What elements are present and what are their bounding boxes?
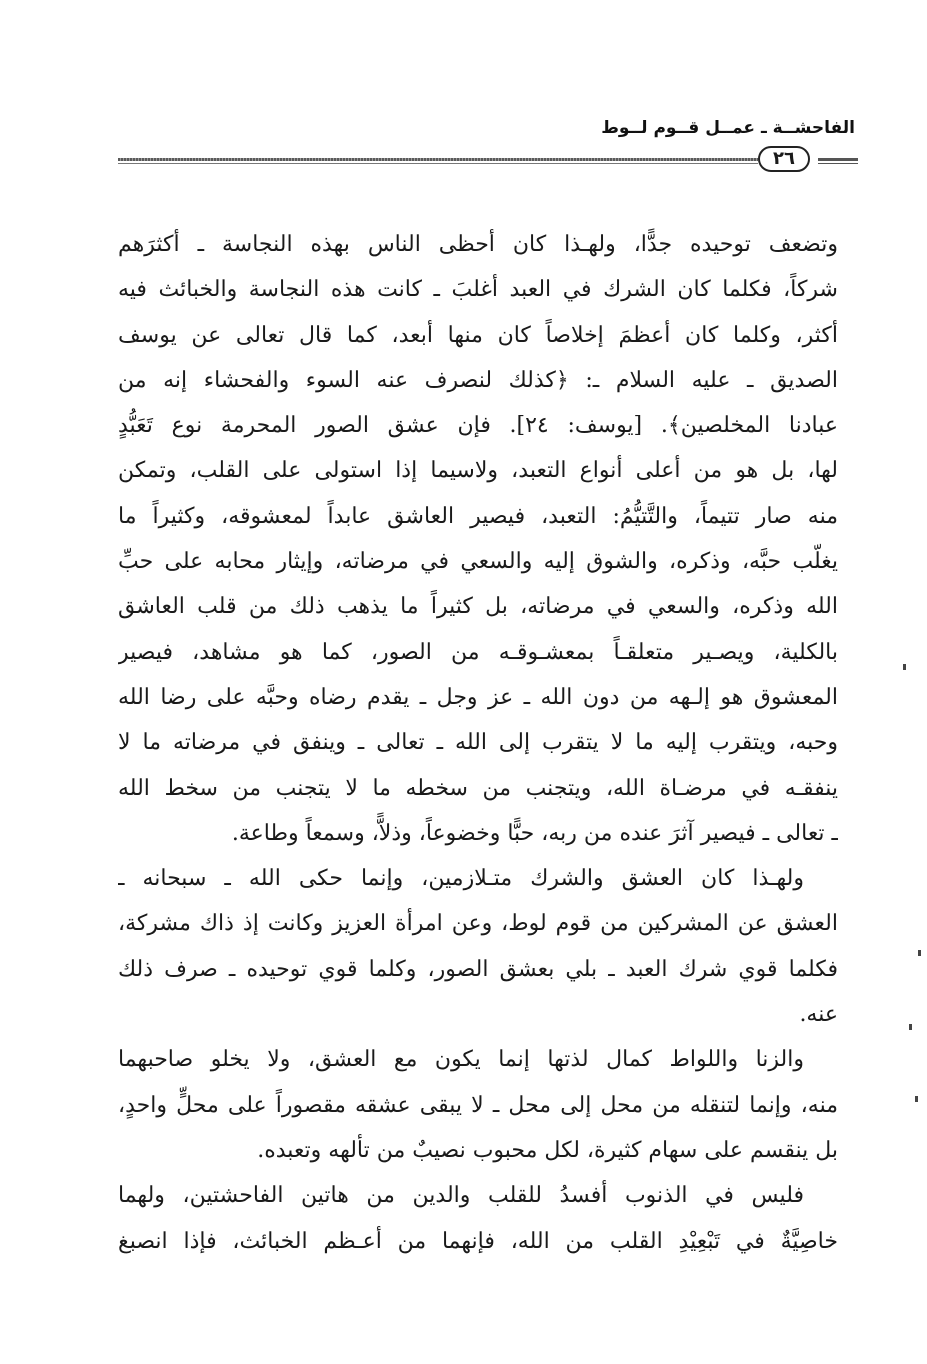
page-number: ٢٦ — [758, 146, 810, 172]
text-line: ينفقـه في مرضـاة الله، ويتجنب من سخطه ما لا يتجنب من سخط الله — [118, 775, 838, 801]
text-line: فليس في الذنوب أفسدُ للقلب والدين من هاتين الفاحشتين، ولهما — [118, 1183, 805, 1209]
text-line: وتضعف توحيده جدًّا، ولهـذا كان أحظى الناس بهذه النجاسة ـ أكثرَهم — [118, 232, 838, 257]
text-line: المعشوق هو إلـهه من دون الله ـ عز وجل ـ يقدم رضاه وحبَّه على رضا الله — [118, 684, 838, 710]
header-rule-right-thin — [818, 163, 858, 164]
text-line: عنه. — [799, 1002, 838, 1028]
text-line: شركاً، فكلما كان الشرك في العبد أغلبَ ـ كانت هذه النجاسة والخبائث فيه — [118, 277, 838, 303]
header-rule — [118, 146, 832, 176]
margin-mark — [915, 1096, 918, 1102]
text-line: لها، بل هو من أعلى أنواع التعبد، ولاسيما إذا استولى على القلب، وتمكن — [118, 458, 838, 484]
text-line: ـ تعالى ـ فيصير آثرَ عنده من ربه، حبًّا وخضوعاً، وذلاًّ، وسمعاً وطاعة. — [231, 820, 838, 846]
text-line: وحبه، ويتقرب إليه ما لا يتقرب إلى الله ـ تعالى ـ وينفق في مرضاته ما لا — [118, 730, 838, 756]
header-rule-thick — [118, 158, 758, 161]
text-line: خاصِيَّةٌ في تَبْعِيْدِ القلب من الله، فإنهما من أعـظم الخبائث، فإذا انصبغ — [118, 1228, 838, 1254]
margin-mark — [918, 950, 921, 956]
text-line: والزنا واللواط كمال لذتها إنما يكون مع العشق، ولا يخلو صاحبهما — [118, 1047, 804, 1073]
text-line: ولهـذا كان العشق والشرك متـلازمين، وإنما حكى الله ـ سبحانه ـ — [118, 866, 804, 892]
text-line: بالكلية، ويصـير متعلقـاً بمعشـوقـه من الصور، كما هو مشاهد، فيصير — [118, 639, 838, 665]
body-text — [118, 222, 838, 1264]
header-rule-thin — [118, 163, 758, 164]
text-line: الله وذكره، والسعي في مرضاته، بل كثيراً ما يذهب ذلك من قلب العاشق — [118, 594, 838, 620]
text-line: الصديق ـ عليه السلام ـ: ﴿كذلك لنصرف عنه السوء والفحشاء إنه من — [118, 367, 838, 393]
text-line: بل ينقسم على سهام كثيرة، لكل محبوب نصيبٌ من تألهه وتعبده. — [257, 1137, 838, 1163]
text-line: عبادنا المخلصين﴾. [يوسف: ٢٤]. فإن عشق الصور المحرمة نوع تَعَبُّدٍ — [118, 413, 838, 439]
text-line: العشق عن المشركين من قوم لوط، وعن امرأة العزيز وكانت إذ ذاك مشركة، — [118, 911, 838, 937]
text-line: منه صار تتيماً، والتَّتيُّمُ: التعبد، فيصير العاشق عابداً لمعشوقه، وكثيراً ما — [118, 503, 838, 529]
margin-mark — [903, 664, 906, 670]
text-line: يغلّب حبَّه، وذكره، والشوق إليه والسعي في مرضاته، وإيثار محابه على حبِّ — [118, 549, 838, 575]
text-line: منه، وإنما لتنقله من محل إلى محل ـ لا يبقى عشقه مقصوراً على محلٍّ واحدٍ، — [118, 1092, 838, 1118]
text-line: أكثر، وكلما كان أعظمَ إخلاصاً كان منها أبعد، كما قال تعالى عن يوسف — [118, 322, 838, 348]
running-title: الفاحشــة ـ عمــل قــوم لــوط — [601, 118, 855, 138]
text-line: فكلما قوي شرك العبد ـ بلي بعشق الصور، وكلما قوي توحيده ـ صرف ذلك — [118, 956, 838, 982]
header-rule-right-thick — [818, 158, 858, 161]
margin-mark — [909, 1024, 912, 1030]
